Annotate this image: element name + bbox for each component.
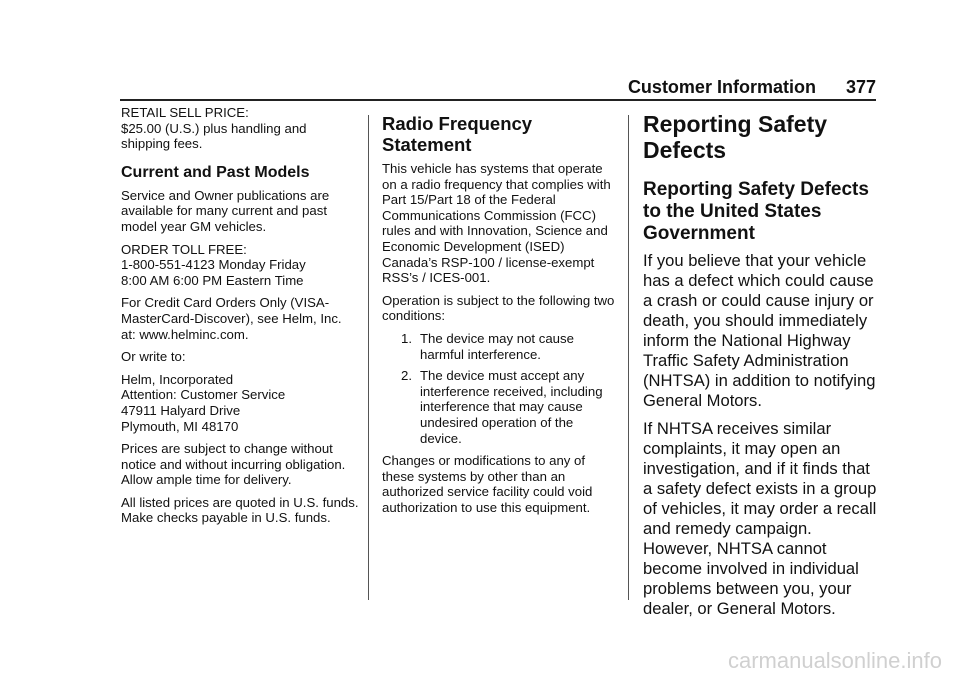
list-item (382, 331, 616, 362)
paragraph: Or write to: (121, 349, 186, 365)
column-middle (382, 105, 616, 522)
paragraph: All listed prices are quoted in U.S. funds. Make checks payable in U.S. funds. (121, 494, 359, 526)
section-title: Customer Information (627, 77, 816, 97)
paragraph: Service and Owner publications are available for many current and past model year GM vehicles. (121, 187, 330, 234)
list-text: The device may not cause harmful interference. (420, 330, 574, 362)
page-number: 377 (845, 77, 876, 97)
mailing-address: Helm, Incorporated Attention: Customer Service 47911 Halyard Drive Plymouth, MI 48170 (121, 371, 286, 434)
column-left (121, 105, 359, 533)
us-government-subheading: Reporting Safety Defects to the United States Government (643, 179, 869, 244)
column-right (643, 105, 883, 627)
list-number: 2. (401, 368, 412, 384)
paragraph: If NHTSA receives similar complaints, it may open an investigation, and if it finds that a safety defect exists in a group of vehicles, it may order a recall and remedy campaign. However, NHTSA cannot become involved in individual problems between you, your dealer, or General Motors. (643, 419, 877, 618)
column-divider-2 (628, 115, 629, 600)
list-item (382, 368, 616, 446)
paragraph: This vehicle has systems that operate on a radio frequency that complies with Part 15/Part 18 of the Federal Communications Commission (FCC) rules and with Innovation, Science and Economic Development (ISED) Canada’s RSP-100 / license-exempt RSS’s / ICES-001. (382, 161, 611, 286)
list-text: The device must accept any interference received, including interference that may cause undesired operation of the device. (420, 368, 603, 446)
retail-price: RETAIL SELL PRICE: $25.00 (U.S.) plus handling and shipping fees. (121, 105, 307, 152)
paragraph: If you believe that your vehicle has a defect which could cause a crash or could cause injury or death, you should immediately inform the National Highway Traffic Safety Administration (NHTSA) in addition to notifying General Motors. (643, 251, 876, 410)
page-header (120, 70, 876, 98)
paragraph: Prices are subject to change without notice and without incurring obligation. Allow ample time for delivery. (121, 441, 346, 488)
current-past-models-heading: Current and Past Models (121, 163, 310, 181)
paragraph: Changes or modifications to any of these systems by other than an authorized service facility could void authorization to use this equipment. (382, 453, 593, 515)
conditions-list (382, 331, 616, 446)
radio-frequency-heading: Radio Frequency Statement (382, 113, 533, 155)
watermark: carmanualsonline.info (727, 648, 942, 673)
paragraph: Operation is subject to the following two conditions: (382, 292, 615, 324)
list-number: 1. (401, 330, 412, 346)
column-divider-1 (368, 115, 369, 600)
header-rule (120, 99, 876, 101)
order-toll-free: ORDER TOLL FREE: 1-800-551-4123 Monday Friday 8:00 AM 6:00 PM Eastern Time (121, 241, 306, 288)
paragraph: For Credit Card Orders Only (VISA-MasterCard-Discover), see Helm, Inc. at: www.helminc.com. (121, 295, 342, 342)
reporting-safety-defects-heading: Reporting Safety Defects (643, 111, 828, 163)
